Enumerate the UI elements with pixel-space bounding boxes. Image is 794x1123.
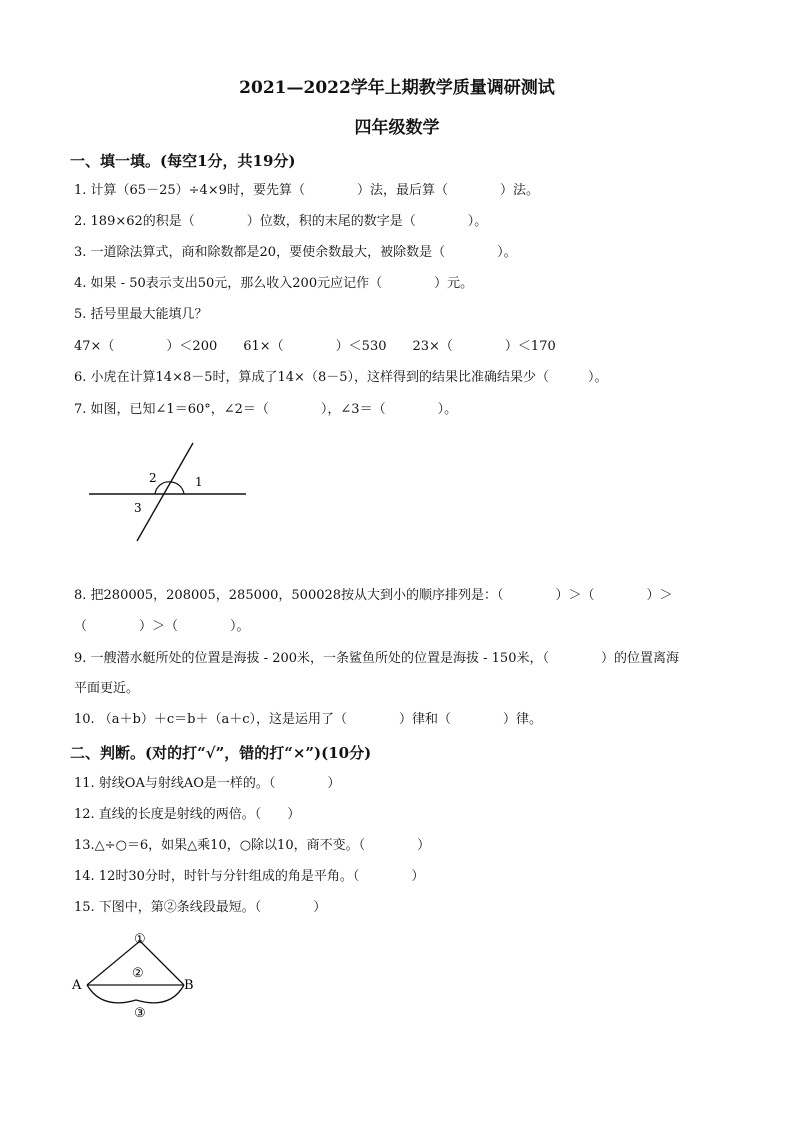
exam-subtitle: 四年级数学 — [354, 118, 440, 138]
question-11: 11. 射线OA与射线AO是一样的。（ ） — [74, 776, 341, 791]
segment-figure — [70, 928, 205, 1023]
path-label-1: ① — [134, 932, 146, 947]
point-label-b: B — [184, 978, 194, 993]
angle-label-1: 1 — [195, 475, 203, 489]
angle-label-3: 3 — [134, 501, 142, 515]
question-2: 2. 189×62的积是（ ）位数，积的末尾的数字是（ ）。 — [74, 214, 488, 229]
question-9-line-1: 9. 一艘潜水艇所处的位置是海拔 - 200米，一条鲨鱼所处的位置是海拔 - 150米，（ ）的位置离海 — [74, 651, 679, 666]
question-9-line-2: 平面更近。 — [74, 681, 140, 696]
question-8-line-1: 8. 把280005，208005，285000，500028按从大到小的顺序排列是：（ ）＞（ ）＞ — [74, 588, 673, 603]
question-6: 6. 小虎在计算14×8－5时，算成了14×（8－5），这样得到的结果比准确结果少（ ）。 — [74, 370, 608, 385]
question-14: 14. 12时30分时，时针与分针组成的角是平角。（ ） — [74, 869, 425, 884]
section-heading-true-false: 二、判断。(对的打“√”，错的打“×”)(10分) — [70, 744, 372, 762]
question-15: 15. 下图中，第②条线段最短。（ ） — [74, 900, 327, 915]
question-5: 5. 括号里最大能填几？ — [74, 307, 208, 322]
angle-figure — [85, 440, 255, 550]
path-label-2: ② — [132, 966, 144, 981]
question-4: 4. 如果 - 50表示支出50元，那么收入200元应记作（ ）元。 — [74, 276, 474, 291]
question-13: 13.△÷○＝6，如果△乘10，○除以10，商不变。（ ） — [74, 838, 431, 853]
question-1: 1. 计算（65－25）÷4×9时，要先算（ ）法，最后算（ ）法。 — [74, 183, 539, 198]
question-8-line-2: （ ）＞（ ）。 — [74, 619, 250, 634]
question-7: 7. 如图，已知∠1＝60°，∠2＝（ ），∠3＝（ ）。 — [74, 402, 458, 417]
path-label-3: ③ — [134, 1006, 146, 1021]
section-heading-fill-in: 一、填一填。(每空1分，共19分) — [70, 152, 296, 170]
point-label-a: A — [72, 978, 82, 993]
question-10: 10. （a＋b）＋c＝b＋（a＋c），这是运用了（ ）律和（ ）律。 — [74, 712, 543, 727]
question-5-inequalities: 47×（ ）＜200 61×（ ）＜530 23×（ ）＜170 — [74, 339, 556, 354]
question-3: 3. 一道除法算式，商和除数都是20，要使余数最大，被除数是（ ）。 — [74, 245, 517, 260]
exam-title: 2021—2022学年上期教学质量调研测试 — [239, 78, 555, 98]
angle-label-2: 2 — [149, 471, 157, 485]
question-12: 12. 直线的长度是射线的两倍。（ ） — [74, 807, 301, 822]
